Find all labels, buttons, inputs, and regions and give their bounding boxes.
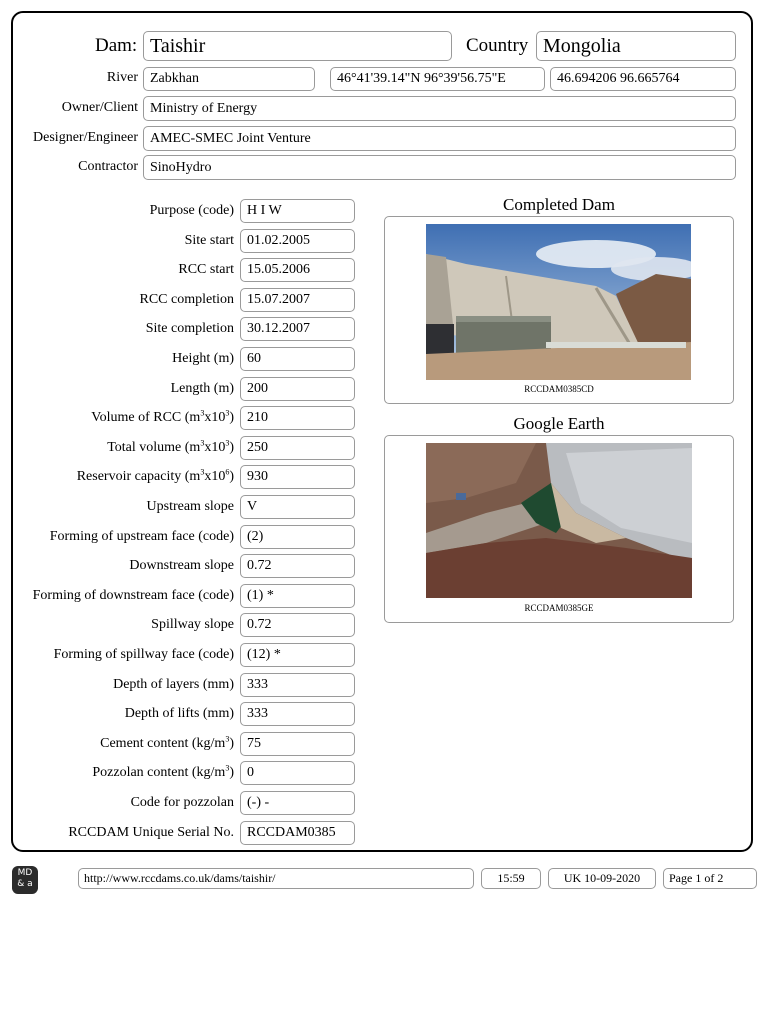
field-label-part: ) bbox=[229, 440, 234, 455]
dam-label: Dam: bbox=[95, 35, 138, 56]
field-label: Depth of layers (mm) bbox=[113, 677, 234, 692]
field-value: 60 bbox=[240, 347, 355, 371]
footer-page: Page 1 of 2 bbox=[663, 868, 757, 889]
mda-logo bbox=[12, 866, 38, 894]
field-label-part: x10 bbox=[204, 469, 226, 484]
field-label: Depth of lifts (mm) bbox=[124, 706, 234, 721]
field-label: Purpose (code) bbox=[149, 203, 234, 218]
field-label-part: 3 bbox=[225, 734, 230, 744]
field-value: (12) * bbox=[240, 643, 355, 667]
field-value: 0 bbox=[240, 761, 355, 785]
google-earth-title: Google Earth bbox=[513, 414, 605, 433]
coordinates-decimal-field: 46.694206 96.665764 bbox=[550, 67, 736, 91]
dam-name-field: Taishir bbox=[143, 31, 452, 61]
country-label: Country bbox=[466, 35, 529, 56]
designer-label: Designer/Engineer bbox=[33, 130, 138, 145]
field-value: (2) bbox=[240, 525, 355, 549]
field-label bbox=[107, 440, 234, 456]
field-label: Upstream slope bbox=[146, 499, 234, 514]
river-label: River bbox=[106, 70, 138, 85]
footer-time: 15:59 bbox=[481, 868, 541, 889]
field-label-part: Total volume (m bbox=[107, 440, 201, 455]
field-label-part: ) bbox=[229, 469, 234, 484]
owner-label: Owner/Client bbox=[61, 100, 138, 115]
field-value: H I W bbox=[240, 199, 355, 223]
field-label: Forming of upstream face (code) bbox=[49, 529, 234, 544]
field-label-part: ) bbox=[229, 736, 234, 751]
field-label: Spillway slope bbox=[151, 617, 234, 632]
field-label: Forming of spillway face (code) bbox=[53, 647, 234, 662]
field-value: 01.02.2005 bbox=[240, 229, 355, 253]
field-label-part: x10 bbox=[204, 410, 226, 425]
field-value: 333 bbox=[240, 673, 355, 697]
field-value: 0.72 bbox=[240, 613, 355, 637]
field-label-part: 3 bbox=[200, 438, 205, 448]
field-value: 250 bbox=[240, 436, 355, 460]
field-label-part: 3 bbox=[225, 438, 230, 448]
field-label: RCC completion bbox=[139, 292, 234, 307]
field-label bbox=[100, 736, 234, 752]
field-value: 930 bbox=[240, 465, 355, 489]
field-label: Site start bbox=[184, 233, 234, 248]
field-label bbox=[77, 469, 234, 485]
field-label-part: 6 bbox=[225, 467, 230, 477]
field-value: RCCDAM0385 bbox=[240, 821, 355, 845]
field-value: 210 bbox=[240, 406, 355, 430]
field-label-part: 3 bbox=[200, 408, 205, 418]
field-value: 75 bbox=[240, 732, 355, 756]
field-label: Height (m) bbox=[172, 351, 234, 366]
field-label: Downstream slope bbox=[129, 558, 234, 573]
footer-url[interactable]: http://www.rccdams.co.uk/dams/taishir/ bbox=[78, 868, 474, 889]
field-label-part: Pozzolan content (kg/m bbox=[92, 765, 226, 780]
field-label-part: Cement content (kg/m bbox=[100, 736, 226, 751]
field-value: V bbox=[240, 495, 355, 519]
completed-dam-photo bbox=[426, 224, 691, 380]
contractor-field: SinoHydro bbox=[143, 155, 736, 180]
field-label bbox=[92, 765, 234, 781]
field-value: 200 bbox=[240, 377, 355, 401]
field-label: Code for pozzolan bbox=[130, 795, 234, 810]
river-field: Zabkhan bbox=[143, 67, 315, 91]
field-label-part: x10 bbox=[204, 440, 226, 455]
field-value: 333 bbox=[240, 702, 355, 726]
google-earth-caption: RCCDAM0385GE bbox=[524, 603, 594, 613]
field-value: 30.12.2007 bbox=[240, 317, 355, 341]
country-field: Mongolia bbox=[536, 31, 736, 61]
field-value: 15.05.2006 bbox=[240, 258, 355, 282]
field-label-part: 3 bbox=[225, 763, 230, 773]
field-label-part: ) bbox=[229, 765, 234, 780]
coordinates-dms-field: 46°41'39.14"N 96°39'56.75"E bbox=[330, 67, 545, 91]
field-label-part: 3 bbox=[225, 408, 230, 418]
field-label: Site completion bbox=[145, 321, 234, 336]
logo-line-1: MD bbox=[17, 868, 33, 878]
field-label: RCCDAM Unique Serial No. bbox=[68, 825, 234, 840]
designer-field: AMEC-SMEC Joint Venture bbox=[143, 126, 736, 151]
field-value: 15.07.2007 bbox=[240, 288, 355, 312]
logo-line-2: & a bbox=[17, 879, 33, 889]
field-value: (1) * bbox=[240, 584, 355, 608]
completed-dam-title: Completed Dam bbox=[503, 195, 615, 214]
field-label: Forming of downstream face (code) bbox=[32, 588, 234, 603]
owner-field: Ministry of Energy bbox=[143, 96, 736, 121]
google-earth-photo bbox=[426, 443, 692, 598]
field-label-part: Volume of RCC (m bbox=[91, 410, 201, 425]
field-label: Length (m) bbox=[170, 381, 234, 396]
field-label: RCC start bbox=[178, 262, 234, 277]
field-value: 0.72 bbox=[240, 554, 355, 578]
field-label-part: ) bbox=[229, 410, 234, 425]
footer-date: UK 10-09-2020 bbox=[548, 868, 656, 889]
contractor-label: Contractor bbox=[78, 159, 138, 174]
completed-dam-caption: RCCDAM0385CD bbox=[524, 384, 594, 394]
field-label bbox=[91, 410, 234, 426]
field-label-part: 3 bbox=[200, 467, 205, 477]
field-label-part: Reservoir capacity (m bbox=[76, 469, 201, 484]
field-value: (-) - bbox=[240, 791, 355, 815]
